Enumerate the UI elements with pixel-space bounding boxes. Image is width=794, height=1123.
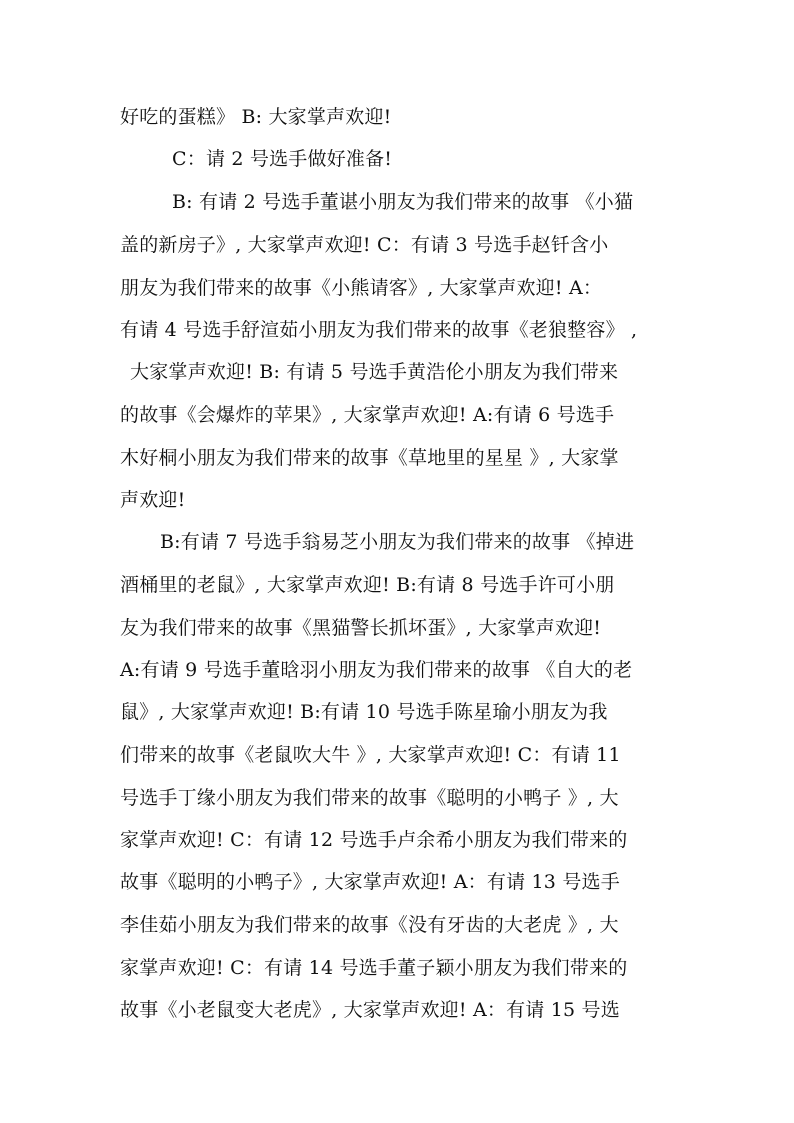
text-line-18: 家掌声欢迎! C：有请 12 号选手卢余希小朋友为我们带来的: [120, 829, 628, 851]
text-line-22: 故事《小老鼠变大老虎》, 大家掌声欢迎! A：有请 15 号选: [120, 999, 620, 1021]
text-line-12: 酒桶里的老鼠》, 大家掌声欢迎! B:有请 8 号选手许可小朋: [120, 574, 615, 596]
text-line-15: 鼠》, 大家掌声欢迎! B:有请 10 号选手陈星瑜小朋友为我: [120, 701, 608, 723]
text-line-3: B: 有请 2 号选手董谌小朋友为我们带来的故事 《小猫: [172, 191, 634, 213]
text-line-2: C：请 2 号选手做好准备!: [172, 148, 393, 170]
text-line-9: 木好桐小朋友为我们带来的故事《草地里的星星 》, 大家掌: [120, 447, 619, 469]
text-line-10: 声欢迎!: [120, 489, 186, 511]
text-line-5: 朋友为我们带来的故事《小熊请客》, 大家掌声欢迎! A：: [120, 277, 603, 299]
text-line-1: 好吃的蛋糕》 B: 大家掌声欢迎!: [120, 106, 392, 128]
text-line-19: 故事《聪明的小鸭子》, 大家掌声欢迎! A：有请 13 号选手: [120, 871, 620, 893]
text-line-17: 号选手丁缘小朋友为我们带来的故事《聪明的小鸭子 》, 大: [120, 787, 619, 809]
text-line-20: 李佳茹小朋友为我们带来的故事《没有牙齿的大老虎 》, 大: [120, 914, 619, 936]
text-line-8: 的故事《会爆炸的苹果》, 大家掌声欢迎! A:有请 6 号选手: [120, 404, 615, 426]
text-line-14: A:有请 9 号选手董晗羽小朋友为我们带来的故事 《自大的老: [120, 659, 633, 681]
text-line-7: 大家掌声欢迎! B: 有请 5 号选手黄浩伦小朋友为我们带来: [130, 361, 619, 383]
text-line-16: 们带来的故事《老鼠吹大牛 》, 大家掌声欢迎! C：有请 11: [120, 744, 621, 766]
text-line-6: 有请 4 号选手舒渲茹小朋友为我们带来的故事《老狼整容》 ,: [120, 319, 638, 341]
text-line-11: B:有请 7 号选手翁易芝小朋友为我们带来的故事 《掉进: [160, 531, 635, 553]
text-line-21: 家掌声欢迎! C：有请 14 号选手董子颖小朋友为我们带来的: [120, 957, 628, 979]
text-line-13: 友为我们带来的故事《黑猫警长抓坏蛋》, 大家掌声欢迎!: [120, 617, 602, 639]
text-line-4: 盖的新房子》, 大家掌声欢迎! C：有请 3 号选手赵钎含小: [120, 234, 609, 256]
